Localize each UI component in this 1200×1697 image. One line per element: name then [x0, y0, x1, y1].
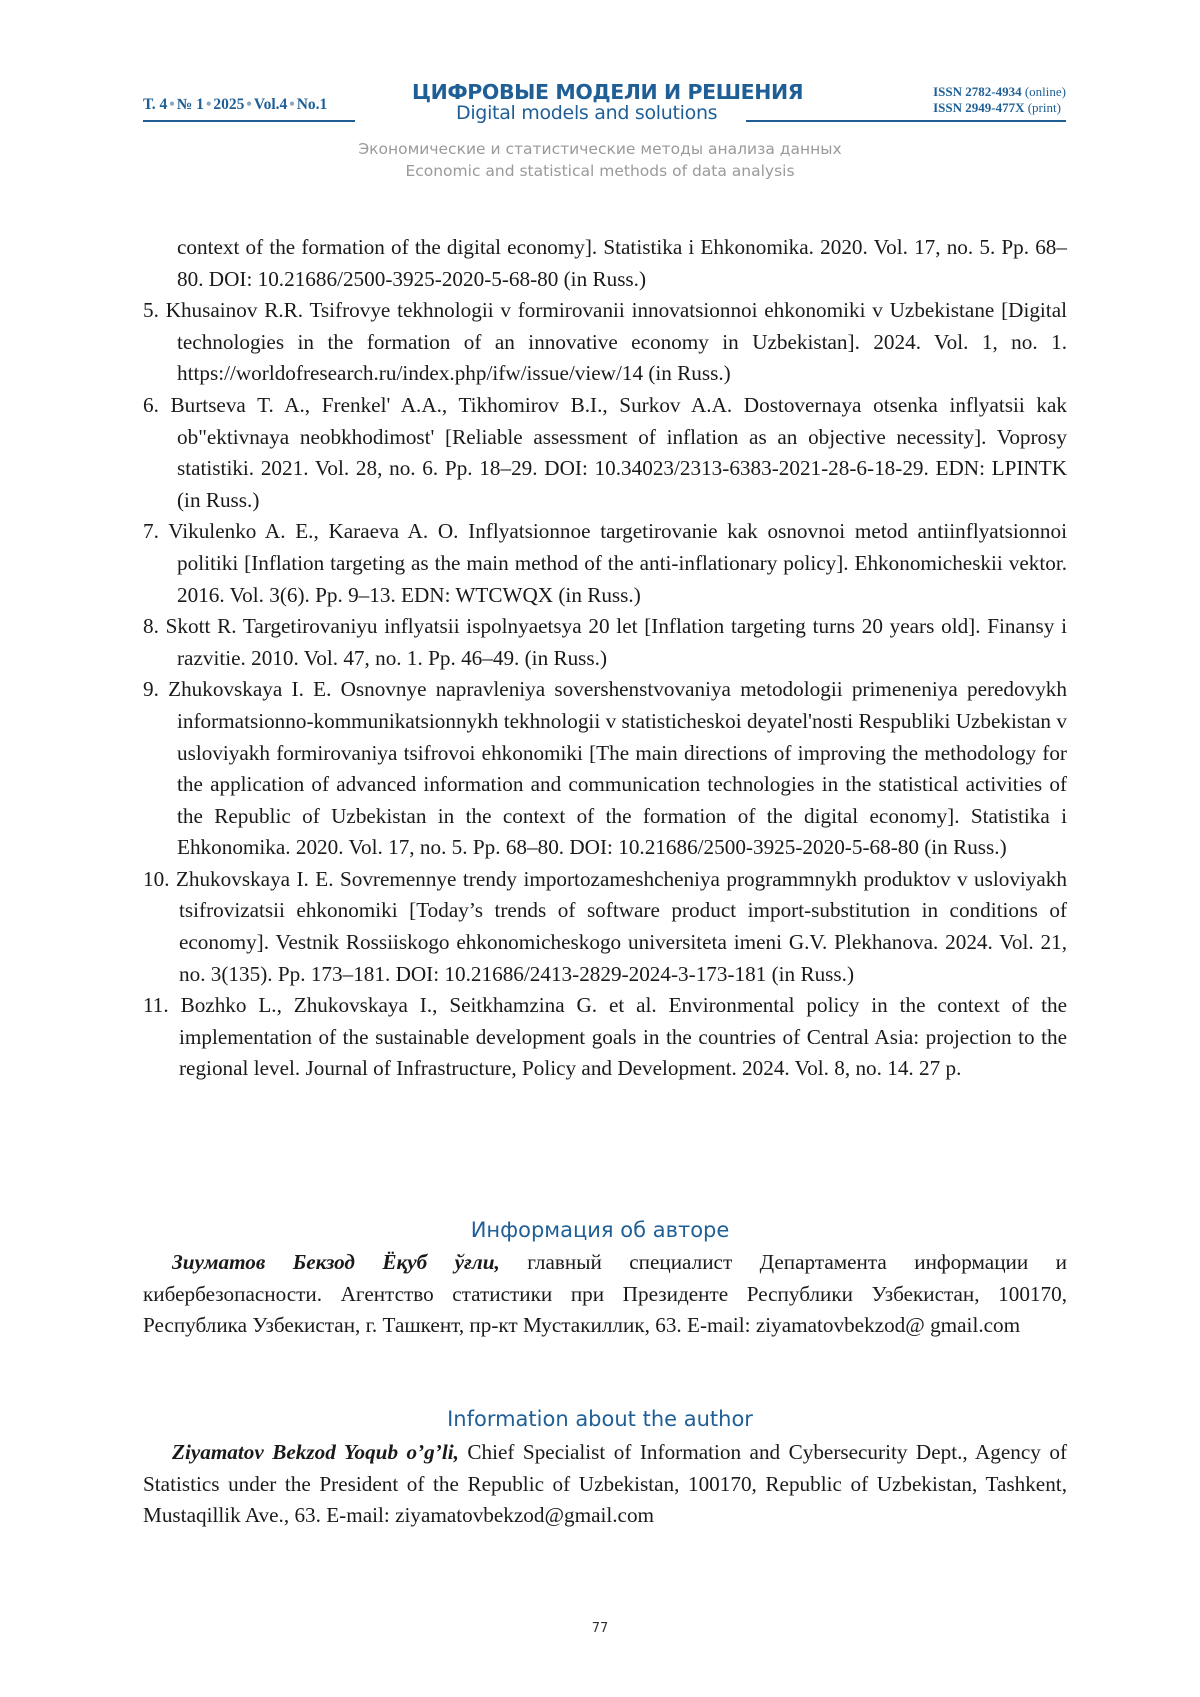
issue-ru: № 1 [177, 96, 204, 113]
issn-print: ISSN 2949-477X [933, 100, 1024, 115]
reference-item: 5. Khusainov R.R. Tsifrovye tekhnologii v formirovanii innovatsionnoi ehkonomiki v Uzbekistane [Digital technologies in the formation of an innovative economy in Uzbekistan]. 2024. Vol. 1, no. 1. https://worldofresearch.ru/index.php/ifw/issue/view/14 (in Russ.) [143, 295, 1067, 390]
author-info-en [143, 1437, 1067, 1532]
reference-item: 11. Bozhko L., Zhukovskaya I., Seitkhamzina G. et al. Environmental policy in the context of the implementation of the sustainable development goals in the countries of Central Asia: projection to the regional level. Journal of Infrastructure, Policy and Development. 2024. Vol. 8, no. 14. 27 p. [143, 990, 1067, 1085]
journal-title-ru: ЦИФРОВЫЕ МОДЕЛИ И РЕШЕНИЯ [412, 80, 942, 104]
volume-ru: Т. 4 [143, 96, 167, 113]
author-heading-en: Information about the author [0, 1407, 1200, 1431]
volume-en: Vol.4 [254, 96, 287, 113]
reference-item: 7. Vikulenko A. E., Karaeva A. O. Inflyatsionnoe targetirovanie kak osnovnoi metod antiinflyatsionnoi politiki [Inflation targeting as the main method of the anti-inflationary policy]. Ehkonomicheskii vektor. 2016. Vol. 3(6). Pp. 9–13. EDN: WTCWQX (in Russ.) [143, 516, 1067, 611]
year: 2025 [213, 96, 244, 113]
reference-item: 9. Zhukovskaya I. E. Osnovnye napravleniya sovershenstvovaniya metodologii primeneniya peredovykh informatsionno-kommunikatsionnykh tekhnologii v statisticheskoi deyatel'nosti Respubliki Uzbekistan v usloviyakh formirovaniya tsifrovoi ehkonomiki [The main directions of improving the methodology for the application of advanced information and communication technologies in the statistical activities of the Republic of Uzbekistan in the context of the formation of the digital economy]. Statistika i Ehkonomika. 2020. Vol. 17, no. 5. Pp. 68–80. DOI: 10.21686/2500-3925-2020-5-68-80 (in Russ.) [143, 674, 1067, 864]
reference-list [143, 232, 1067, 1085]
author-details-ru: главный специалист Департамента информации и кибербезопасности. Агентство статистики при Президенте Республики Узбекистан, 100170, Республика Узбекистан, г. Ташкент, пр-кт Мустакиллик, 63. E-mail: ziyamatovbekzod@ gmail.com [143, 1250, 1067, 1337]
issn-block [933, 84, 1066, 116]
author-details-en: Chief Specialist of Information and Cybersecurity Dept., Agency of Statistics under the President of the Republic of Uzbekistan, 100170, Republic of Uzbekistan, Tashkent, Mustaqillik Ave., 63. E-mail: ziyamatovbekzod@gmail.com [143, 1440, 1067, 1527]
author-name-en: Ziyamatov Bekzod Yoqub o’g’li, [172, 1440, 459, 1464]
journal-issue-info: Т. 4 • № 1 • 2025 • Vol.4 • No.1 [143, 96, 327, 114]
section-title-en: Economic and statistical methods of data analysis [0, 160, 1200, 182]
header-rule-right [746, 120, 1066, 122]
issn-online-label: (online) [1025, 84, 1066, 99]
header-rule-left [143, 120, 355, 122]
running-header [143, 78, 1066, 128]
issn-online: ISSN 2782-4934 [933, 84, 1022, 99]
author-name-ru: Зиyматов Бекзод Ёқуб ўғли, [172, 1250, 500, 1274]
section-title [0, 138, 1200, 182]
section-title-ru: Экономические и статистические методы анализа данных [0, 138, 1200, 160]
reference-item: 10. Zhukovskaya I. E. Sovremennye trendy importozameshcheniya programmnykh produktov v usloviyakh tsifrovizatsii ehkonomiki [Today’s trends of software product import-substitution in conditions of economy]. Vestnik Rossiiskogo ehkonomicheskogo universiteta imeni G.V. Plekhanova. 2024. Vol. 21, no. 3(135). Pp. 173–181. DOI: 10.21686/2413-2829-2024-3-173-181 (in Russ.) [143, 864, 1067, 990]
reference-item: 6. Burtseva T. A., Frenkel' A.A., Tikhomirov B.I., Surkov A.A. Dostovernaya otsenka inflyatsii kak ob"ektivnaya neobkhodimost' [Reliable assessment of inflation as an objective necessity]. Voprosy statistiki. 2021. Vol. 28, no. 6. Pp. 18–29. DOI: 10.34023/2313-6383-2021-28-6-18-29. EDN: LPINTK (in Russ.) [143, 390, 1067, 516]
journal-title-en: Digital models and solutions [456, 102, 717, 124]
reference-item: 8. Skott R. Targetirovaniyu inflyatsii ispolnyaetsya 20 let [Inflation targeting turns 20 years old]. Finansy i razvitie. 2010. Vol. 47, no. 1. Pp. 46–49. (in Russ.) [143, 611, 1067, 674]
reference-continuation: context of the formation of the digital economy]. Statistika i Ehkonomika. 2020. Vol. 17, no. 5. Pp. 68–80. DOI: 10.21686/2500-3925-2020-5-68-80 (in Russ.) [143, 232, 1067, 295]
author-heading-ru: Информация об авторе [0, 1218, 1200, 1242]
author-info-ru [143, 1247, 1067, 1342]
issn-print-label: (print) [1028, 100, 1061, 115]
issue-en: No.1 [297, 96, 328, 113]
page-number: 77 [0, 1621, 1200, 1636]
